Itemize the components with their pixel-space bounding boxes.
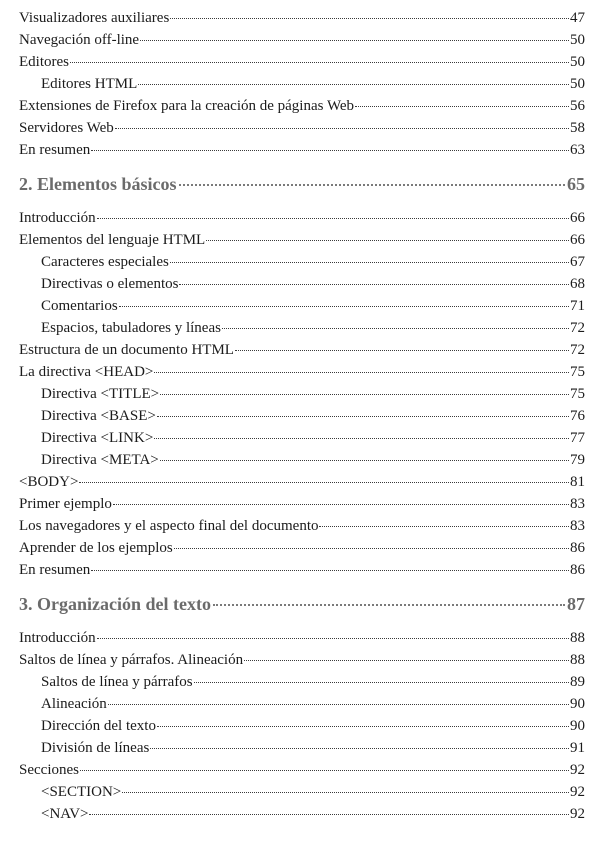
- entry-title: 3. Organización del texto: [19, 594, 211, 614]
- toc-subentry: [19, 693, 585, 715]
- entry-title: Comentarios: [41, 298, 118, 314]
- chapter-heading: [19, 171, 585, 197]
- entry-title: Dirección del texto: [41, 718, 156, 734]
- toc-entry: [19, 51, 585, 73]
- page-number: 83: [570, 518, 585, 534]
- dot-leader: [97, 218, 569, 219]
- entry-title: Los navegadores y el aspecto final del documento: [19, 518, 319, 534]
- entry-title: Servidores Web: [19, 120, 114, 136]
- entry-title: Saltos de línea y párrafos. Alineación: [19, 652, 244, 668]
- toc-entry: [19, 139, 585, 161]
- dot-leader: [108, 704, 569, 705]
- page-number: 77: [570, 430, 585, 446]
- dot-leader: [160, 394, 569, 395]
- dot-leader: [355, 106, 569, 107]
- entry-title: Introducción: [19, 210, 96, 226]
- toc-subentry: [19, 671, 585, 693]
- page-number: 83: [570, 496, 585, 512]
- entry-title: Directivas o elementos: [41, 276, 179, 292]
- entry-title: Navegación off-line: [19, 32, 140, 48]
- dot-leader: [194, 682, 569, 683]
- dot-leader: [122, 792, 569, 793]
- page-number: 63: [570, 142, 585, 158]
- toc-entry: [19, 95, 585, 117]
- toc-subentry: [19, 273, 585, 295]
- toc-subentry: [19, 383, 585, 405]
- dot-leader: [170, 262, 569, 263]
- page-number: 86: [570, 562, 585, 578]
- page-number: 50: [570, 76, 585, 92]
- page-number: 66: [570, 232, 585, 248]
- entry-title: <SECTION>: [41, 784, 122, 800]
- dot-leader: [244, 660, 569, 661]
- page-number: 76: [570, 408, 585, 424]
- toc-subentry: [19, 781, 585, 803]
- dot-leader: [235, 350, 569, 351]
- toc-subentry: [19, 251, 585, 273]
- entry-title: Editores: [19, 54, 69, 70]
- toc-subentry: [19, 449, 585, 471]
- dot-leader: [179, 284, 569, 285]
- toc-subentry: [19, 737, 585, 759]
- toc-entry: [19, 759, 585, 781]
- page-number: 68: [570, 276, 585, 292]
- page-number: 58: [570, 120, 585, 136]
- page-number: 50: [570, 32, 585, 48]
- toc-subentry: [19, 405, 585, 427]
- entry-title: Aprender de los ejemplos: [19, 540, 173, 556]
- dot-leader: [157, 416, 569, 417]
- entry-title: Directiva <TITLE>: [41, 386, 160, 402]
- dot-leader: [79, 482, 569, 483]
- dot-leader: [213, 604, 565, 606]
- page-number: 86: [570, 540, 585, 556]
- page-number: 75: [570, 386, 585, 402]
- toc-subentry: [19, 715, 585, 737]
- entry-title: Secciones: [19, 762, 79, 778]
- toc-subentry: [19, 73, 585, 95]
- dot-leader: [174, 548, 569, 549]
- dot-leader: [70, 62, 569, 63]
- page-number: 67: [570, 254, 585, 270]
- page-number: 50: [570, 54, 585, 70]
- page-number: 47: [570, 10, 585, 26]
- dot-leader: [206, 240, 569, 241]
- entry-title: Alineación: [41, 696, 107, 712]
- page-number: 88: [570, 652, 585, 668]
- entry-title: Primer ejemplo: [19, 496, 112, 512]
- toc-entry: [19, 493, 585, 515]
- dot-leader: [89, 814, 569, 815]
- entry-title: <NAV>: [41, 806, 89, 822]
- dot-leader: [138, 84, 569, 85]
- entry-title: Directiva <LINK>: [41, 430, 154, 446]
- page-number: 75: [570, 364, 585, 380]
- page-number: 79: [570, 452, 585, 468]
- entry-title: En resumen: [19, 142, 91, 158]
- entry-title: <BODY>: [19, 474, 79, 490]
- page-number: 92: [570, 784, 585, 800]
- dot-leader: [113, 504, 569, 505]
- toc-subentry: [19, 427, 585, 449]
- page-number: 65: [567, 174, 585, 194]
- page-number: 56: [570, 98, 585, 114]
- dot-leader: [319, 526, 569, 527]
- entry-title: Estructura de un documento HTML: [19, 342, 234, 358]
- entry-title: Directiva <BASE>: [41, 408, 156, 424]
- entry-title: Introducción: [19, 630, 96, 646]
- entry-title: Elementos del lenguaje HTML: [19, 232, 206, 248]
- page-number: 87: [567, 594, 585, 614]
- entry-title: Saltos de línea y párrafos: [41, 674, 193, 690]
- page-number: 72: [570, 342, 585, 358]
- toc-entry: [19, 471, 585, 493]
- dot-leader: [91, 570, 569, 571]
- toc-entry: [19, 559, 585, 581]
- page-number: 92: [570, 762, 585, 778]
- entry-title: Espacios, tabuladores y líneas: [41, 320, 221, 336]
- dot-leader: [115, 128, 569, 129]
- page-number: 90: [570, 696, 585, 712]
- toc-entry: [19, 515, 585, 537]
- page-number: 90: [570, 718, 585, 734]
- dot-leader: [154, 372, 569, 373]
- toc-entry: [19, 229, 585, 251]
- dot-leader: [222, 328, 569, 329]
- dot-leader: [150, 748, 569, 749]
- entry-title: Visualizadores auxiliares: [19, 10, 170, 26]
- dot-leader: [97, 638, 569, 639]
- toc-entry: [19, 537, 585, 559]
- dot-leader: [91, 150, 569, 151]
- page-number: 92: [570, 806, 585, 822]
- entry-title: Extensiones de Firefox para la creación de páginas Web: [19, 98, 355, 114]
- entry-title: Caracteres especiales: [41, 254, 169, 270]
- dot-leader: [157, 726, 569, 727]
- dot-leader: [170, 18, 569, 19]
- page-number: 71: [570, 298, 585, 314]
- page-number: 91: [570, 740, 585, 756]
- dot-leader: [154, 438, 569, 439]
- page-number: 81: [570, 474, 585, 490]
- entry-title: Directiva <META>: [41, 452, 159, 468]
- entry-title: División de líneas: [41, 740, 150, 756]
- dot-leader: [119, 306, 569, 307]
- dot-leader: [140, 40, 569, 41]
- page-number: 88: [570, 630, 585, 646]
- dot-leader: [160, 460, 569, 461]
- chapter-heading: [19, 591, 585, 617]
- toc-subentry: [19, 295, 585, 317]
- dot-leader: [80, 770, 569, 771]
- page-number: 89: [570, 674, 585, 690]
- dot-leader: [179, 184, 566, 186]
- page-number: 72: [570, 320, 585, 336]
- entry-title: 2. Elementos básicos: [19, 174, 177, 194]
- toc-entry: [19, 339, 585, 361]
- toc-entry: [19, 29, 585, 51]
- toc-entry: [19, 7, 585, 29]
- entry-title: Editores HTML: [41, 76, 138, 92]
- toc-entry: [19, 207, 585, 229]
- page-number: 66: [570, 210, 585, 226]
- toc-entry: [19, 627, 585, 649]
- toc-subentry: [19, 803, 585, 825]
- toc-entry: [19, 117, 585, 139]
- toc-entry: [19, 649, 585, 671]
- entry-title: En resumen: [19, 562, 91, 578]
- entry-title: La directiva <HEAD>: [19, 364, 154, 380]
- toc-entry: [19, 361, 585, 383]
- toc-subentry: [19, 317, 585, 339]
